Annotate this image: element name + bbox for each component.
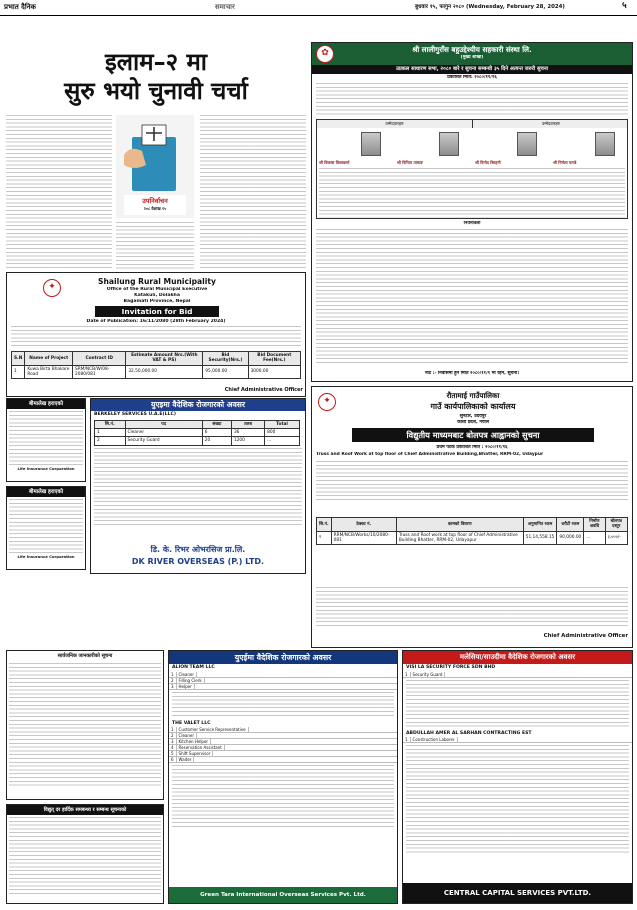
shailung-line-1: Office of the Rural Municipal Executive xyxy=(106,287,208,292)
paper-name: प्रभात दैनिक xyxy=(4,3,36,11)
table-cell: Security Guard xyxy=(125,437,202,445)
row-position: Filling Clerk xyxy=(177,678,205,683)
lalgurans-subtitle: (मुख्य शाखा) xyxy=(460,55,484,60)
green-tara-job-ad xyxy=(168,650,398,904)
green-tara-employer-1: ALION TEAM LLC xyxy=(172,665,215,670)
row-position: Waiter xyxy=(177,757,195,762)
column-header: अनुमानित रकम xyxy=(523,518,557,532)
table-cell: RRM/NCB/Works/10/2080-081 xyxy=(331,531,396,545)
shailung-body-text xyxy=(11,326,301,348)
rautamai-bid-notice xyxy=(311,386,633,648)
column-header: निर्माण अवधि xyxy=(584,518,605,532)
column-header: Bid Security(Nrs.) xyxy=(203,352,248,366)
candidate-name: श्री विनोद बिरहनी xyxy=(475,160,501,165)
green-tara-body-1 xyxy=(172,692,394,718)
shailung-invitation-banner: Invitation for Bid xyxy=(95,306,219,317)
shailung-publish-date: Date of Publication: 16/11/2080 (28th February 2024) xyxy=(86,319,226,324)
lost-notice-body xyxy=(7,497,85,555)
public-notice-body xyxy=(7,661,163,789)
column-header: S.N xyxy=(12,352,25,366)
row-no: 2 xyxy=(169,678,177,683)
rautamai-body xyxy=(316,461,628,501)
row-no: 3 xyxy=(169,739,177,744)
lead-text-col-3 xyxy=(200,115,306,270)
lalgurans-date: प्रकाशित मिति: २०८०/११/१६ xyxy=(447,75,497,80)
issue-date: बुधवार १५, फागुन २०८० (Wednesday, February 28, 2024) xyxy=(415,4,565,10)
rautamai-bid-table xyxy=(316,517,628,545)
column-header: ठेक्का नं. xyxy=(331,518,396,532)
public-notice xyxy=(6,650,164,800)
column-header: सि.नं. xyxy=(317,518,332,532)
row-position: Helper xyxy=(177,684,195,689)
column-header: पद xyxy=(125,420,202,428)
row-position: Kitchen Helper xyxy=(177,739,212,744)
central-employer-2: ABDULLAH AMER AL SARHAN CONTRACTING EST xyxy=(406,730,532,736)
column-header: Bid Document Fee(Nrs.) xyxy=(248,352,300,366)
nepal-emblem-icon: ✦ xyxy=(43,279,61,297)
rautamai-office: गाउँ कार्यपालिकाको कार्यालय xyxy=(430,402,516,411)
table-cell: 3000.00 xyxy=(248,365,300,379)
candidate-photo xyxy=(595,132,615,156)
list-item xyxy=(169,757,397,763)
table-cell: 95,000.00 xyxy=(203,365,248,379)
candidate-name: श्री निर्मला पाण्डे xyxy=(553,160,577,165)
central-body-2 xyxy=(406,745,629,855)
list-item xyxy=(403,737,632,743)
rautamai-terms xyxy=(316,587,628,627)
column-header: धरौटी रकम xyxy=(557,518,584,532)
dk-company-en: DK RIVER OVERSEAS (P.) LTD. xyxy=(131,557,265,566)
rautamai-date: प्रथम पटक प्रकाशित मिति : २०८०/११/१६ xyxy=(436,445,508,450)
row-no: 2 xyxy=(169,733,177,738)
rautamai-place: सुनटार, उदयपुर xyxy=(459,414,487,419)
table-header-row xyxy=(317,518,628,532)
page-header xyxy=(0,0,637,16)
lead-text-col-2 xyxy=(116,222,194,270)
row-no: 1 xyxy=(403,737,411,742)
table-cell: ३,०००/- xyxy=(605,531,627,545)
column-header: तलब xyxy=(231,420,264,428)
row-position: Shift Supervisor xyxy=(177,751,214,756)
lead-figure xyxy=(116,115,194,218)
column-header: संख्या xyxy=(202,420,231,428)
table-header-row xyxy=(12,352,301,366)
dk-company-np: डि. के. रिभर ओभरसिज प्रा.लि. xyxy=(150,545,246,554)
table-cell: SRM/NCB/W/08-2080/081 xyxy=(73,365,126,379)
central-banner: मलेसिया/साउदीमा वैदेशिक रोजगारको अवसर xyxy=(403,651,632,664)
list-item xyxy=(403,672,632,678)
table-cell: 1 xyxy=(95,429,126,437)
table-cell: Truss and Roof work at top floor of Chief Administrative Building Bhatter, RRM-02, Udayapur xyxy=(396,531,523,545)
row-no: 3 xyxy=(169,684,177,689)
table-cell: 51,14,558.15 xyxy=(523,531,557,545)
dk-job-table xyxy=(94,420,300,446)
table-cell: Cleaner xyxy=(125,429,202,437)
table-cell: 1 xyxy=(12,365,25,379)
green-tara-banner: युएईमा वैदेशिक रोजगारको अवसर xyxy=(169,651,397,664)
small-notice-body xyxy=(7,815,163,897)
grid-head-2: उम्मेदवारहरु xyxy=(473,120,628,128)
lalgurans-title: श्री लालीगुराँस बहुउद्देश्यीय सहकारी संस्था लि. xyxy=(412,45,532,54)
row-position: Construction Laborer xyxy=(411,737,458,742)
column-header: कामको विवरण xyxy=(396,518,523,532)
grid-head-1: उम्मेदवारहरु xyxy=(317,120,473,128)
column-header: बोलपत्र दस्तुर xyxy=(605,518,627,532)
candidate-name: श्री विनिता तामाङ xyxy=(397,160,423,165)
lalgurans-banner: उप्रकल साधारण सभा, २०८० बारे र सुचना सम्बन्धी ३५ दिने अत्यन्त जरुरी सुचना xyxy=(312,65,632,74)
candidate-photo xyxy=(361,132,381,156)
lost-notice-company: Life Insurance Corporation xyxy=(17,466,75,471)
figure-sub: २०८ वैशाख १५ xyxy=(143,206,167,211)
column-header: सि.नं. xyxy=(95,420,126,428)
nepal-emblem-icon: ✦ xyxy=(318,393,336,411)
lost-notice-title: बीमालेख हराएको xyxy=(7,399,85,409)
table-cell: 90,000.00 xyxy=(557,531,584,545)
lalgurans-header xyxy=(312,43,632,65)
page-number: ५ xyxy=(622,1,627,11)
lost-notice-body xyxy=(7,409,85,467)
table-row xyxy=(12,365,301,379)
candidate-details xyxy=(319,168,625,218)
row-no: 6 xyxy=(169,757,177,762)
lalgurans-cooperative-notice xyxy=(311,42,633,382)
table-cell: 2 xyxy=(95,437,126,445)
table-cell: ... xyxy=(265,437,300,445)
lead-text-col-1 xyxy=(6,115,112,270)
small-notice-title: विद्युत् दर हार्दिक समबन्ध्य र सम्बन्ध सूचनाको xyxy=(7,805,163,815)
green-tara-body-2 xyxy=(172,765,394,829)
small-notice xyxy=(6,804,164,904)
rautamai-title: रौतामाई गाउँपालिका xyxy=(446,391,500,400)
table-cell: 800 xyxy=(265,429,300,437)
lost-insurance-notice-1 xyxy=(6,398,86,482)
column-header: Name of Project xyxy=(25,352,73,366)
row-position: Cleaner xyxy=(177,733,197,738)
cooperative-logo-icon: ✿ xyxy=(316,45,334,63)
table-cell: ... xyxy=(584,531,605,545)
green-tara-employer-2: THE VALET LLC xyxy=(172,720,211,726)
shailung-line-2: Katakuli, Dolakha xyxy=(134,293,180,298)
lost-notice-company: Life Insurance Corporation xyxy=(17,554,75,559)
section-name: समाचार xyxy=(215,3,235,11)
rautamai-signature: Chief Administrative Officer xyxy=(543,633,628,639)
row-no: 1 xyxy=(169,672,177,677)
table-row xyxy=(317,531,628,545)
table-row xyxy=(95,429,300,437)
headline-line-2: सुरु भयो चुनावी चर्चा xyxy=(64,77,248,105)
row-no: 1 xyxy=(403,672,411,677)
shailung-signature: Chief Administrative Officer xyxy=(224,387,303,393)
rautamai-english-line: Truss and Roof Work at top floor of Chief Administrative Building,Bhatter, RRM-02, Udaypur xyxy=(316,452,544,457)
row-no: 1 xyxy=(169,727,177,732)
rautamai-banner: विद्युतीय माध्यमबाट बोलपत्र आह्वानको सुचना xyxy=(352,428,594,442)
shailung-bid-table xyxy=(11,351,301,379)
table-row xyxy=(95,437,300,445)
shailung-line-3: Bagamati Province, Nepal xyxy=(123,299,191,304)
central-company: CENTRAL CAPITAL SERVICES PVT.LTD. xyxy=(403,883,632,903)
dk-employer: BERKELEY SERVICES U.A.E(LLC) xyxy=(94,412,176,417)
column-header: Contract ID xyxy=(73,352,126,366)
lalgurans-rules xyxy=(316,229,628,365)
column-header: Estimate Amount Nrs.(With VAT & PS) xyxy=(126,352,203,366)
dk-river-job-ad xyxy=(90,398,306,574)
rautamai-province: कोशी प्रदेश, नेपाल xyxy=(457,420,489,425)
dk-body-text xyxy=(94,448,302,526)
shailung-title: Shailung Rural Municipality xyxy=(98,277,216,286)
table-cell: 32,50,000.00 xyxy=(126,365,203,379)
list-item xyxy=(169,684,397,690)
table-header-row xyxy=(95,420,300,428)
central-employer-1: VISI LA SECURITY FORCE SDN BHD xyxy=(406,665,496,670)
table-cell: 1200 xyxy=(231,437,264,445)
table-cell: 36 xyxy=(231,429,264,437)
candidate-photo xyxy=(439,132,459,156)
lost-notice-title: बीमालेख हराएको xyxy=(7,487,85,497)
headline-line-1: इलाम–२ मा xyxy=(104,48,208,76)
row-position: Security Guard xyxy=(411,672,446,677)
shailung-bid-notice xyxy=(6,272,306,397)
table-cell: १ xyxy=(317,531,332,545)
table-cell: Kuwa Birta Bhakare Road xyxy=(25,365,73,379)
figure-label: उपनिर्वाचन xyxy=(142,197,168,205)
candidate-grid xyxy=(316,119,628,219)
lead-headline xyxy=(6,48,306,110)
dk-banner: युएइमा वैदेशिक रोजगारको अवसर xyxy=(91,399,305,411)
public-notice-title: सार्वजनिक जानकारीको सूचना xyxy=(57,653,113,659)
row-no: 5 xyxy=(169,751,177,756)
row-no: 4 xyxy=(169,745,177,750)
central-body-1 xyxy=(406,680,629,728)
green-tara-company: Green Tara International Overseas Services Pvt. Ltd. xyxy=(169,887,397,903)
lalgurans-footer: नोट :- निवासमा हुने मिति २०८०/११/१ मा रहने, सुचना। xyxy=(425,371,519,376)
table-cell: 20 xyxy=(202,437,231,445)
row-position: Cleaner xyxy=(177,672,197,677)
lost-insurance-notice-2 xyxy=(6,486,86,570)
row-position: Reservation Assistant xyxy=(177,745,225,750)
row-position: Customer Service Representative xyxy=(177,727,249,732)
table-cell: 6 xyxy=(202,429,231,437)
column-header: Total xyxy=(265,420,300,428)
candidate-photo xyxy=(517,132,537,156)
lalgurans-intro-text xyxy=(316,83,628,117)
candidate-name: श्री विकास विश्वकर्मा xyxy=(319,160,350,165)
lalgurans-note-title: नियमावली xyxy=(463,221,481,226)
central-capital-job-ad xyxy=(402,650,633,904)
